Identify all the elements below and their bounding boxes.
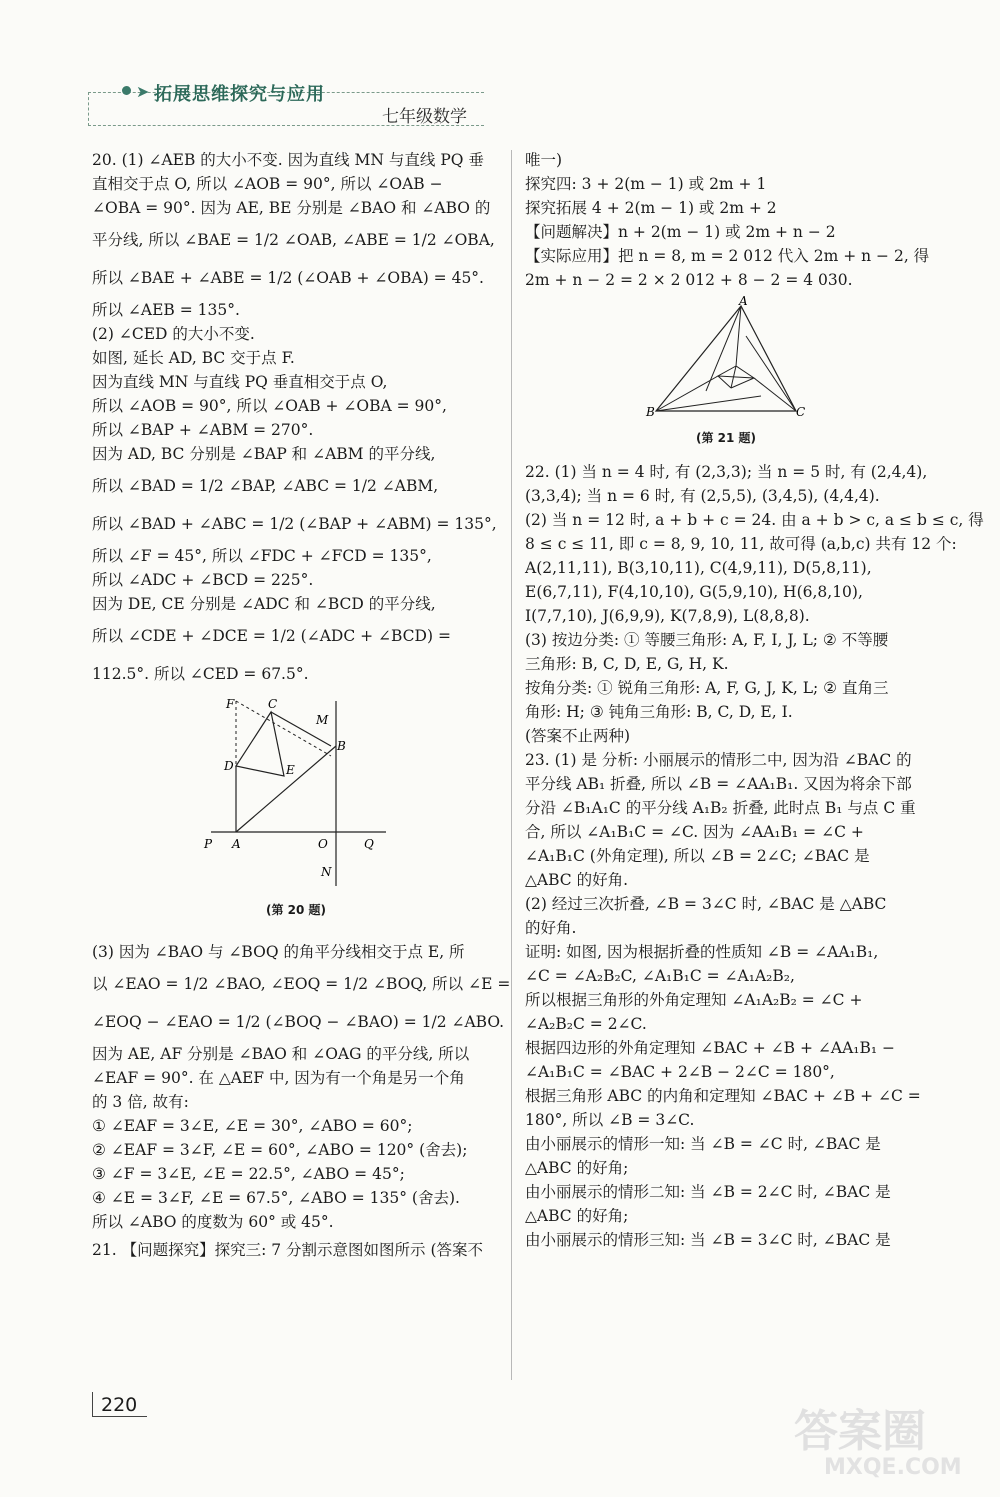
column-divider — [511, 150, 512, 1380]
text-line: 平分线 AB₁ 折叠, 所以 ∠B = ∠AA₁B₁. 又因为将余下部 — [525, 775, 912, 793]
text-line: 20. (1) ∠AEB 的大小不变. 因为直线 MN 与直线 PQ 垂 — [92, 151, 484, 169]
label-n: N — [321, 865, 332, 879]
header-dot-icon — [122, 86, 131, 95]
text-line: 直相交于点 O, 所以 ∠AOB = 90°, 所以 ∠OAB − — [92, 175, 443, 193]
text-line: 合, 所以 ∠A₁B₁C = ∠C. 因为 ∠AA₁B₁ = ∠C + — [525, 823, 864, 841]
text-line: 21. 【问题探究】探究三: 7 分割示意图如图所示 (答案不 — [92, 1241, 483, 1259]
text-line: ④ ∠E = 3∠F, ∠E = 67.5°, ∠ABO = 135° (舍去). — [92, 1189, 460, 1207]
text-line: ∠EAF = 90°. 在 △AEF 中, 因为有一个角是另一个角 — [92, 1069, 465, 1087]
text-line: 所以 ∠AEB = 135°. — [92, 301, 240, 319]
label-a: A — [739, 294, 748, 308]
text-line: ∠A₂B₂C = 2∠C. — [525, 1015, 647, 1033]
text-line: ∠OBA = 90°. 因为 AE, BE 分别是 ∠BAO 和 ∠ABO 的 — [92, 199, 491, 217]
label-c: C — [796, 405, 806, 419]
figure-20 — [196, 696, 396, 896]
text-line: 【实际应用】把 n = 8, m = 2 012 代入 2m + n − 2, 得 — [525, 247, 930, 265]
text-line: 的好角. — [525, 919, 577, 937]
text-line: 23. (1) 是 分析: 小丽展示的情形二中, 因为沿 ∠BAC 的 — [525, 751, 912, 769]
label-e: E — [286, 763, 295, 777]
text-line: 所以 ∠BAP + ∠ABM = 270°. — [92, 421, 314, 439]
text-line: △ABC 的好角; — [525, 1207, 629, 1225]
text-line: 探究拓展 4 + 2(m − 1) 或 2m + 2 — [525, 199, 777, 217]
text-line: △ABC 的好角. — [525, 871, 629, 889]
text-line: 根据四边形的外角定理知 ∠BAC + ∠B + ∠AA₁B₁ − — [525, 1039, 896, 1057]
text-line: 8 ≤ c ≤ 11, 即 c = 8, 9, 10, 11, 故可得 (a,b,c) 共有 12 个: — [525, 535, 957, 553]
grade-subject: 七年级数学 — [382, 107, 467, 127]
figure-21 — [646, 296, 806, 426]
text-line: 2m + n − 2 = 2 × 2 012 + 8 − 2 = 4 030. — [525, 271, 853, 289]
header-arrow-icon: ➤ — [136, 82, 150, 101]
label-b: B — [646, 405, 655, 419]
text-line: E(6,7,11), F(4,10,10), G(5,9,10), H(6,8,10), — [525, 583, 863, 601]
text-line: 的 3 倍, 故有: — [92, 1093, 189, 1111]
text-line: ① ∠EAF = 3∠E, ∠E = 30°, ∠ABO = 60°; — [92, 1117, 413, 1135]
text-line: 根据三角形 ABC 的内角和定理知 ∠BAC + ∠B + ∠C = — [525, 1087, 921, 1105]
text-line: 112.5°. 所以 ∠CED = 67.5°. — [92, 665, 309, 683]
text-line: 因为 DE, CE 分别是 ∠ADC 和 ∠BCD 的平分线, — [92, 595, 436, 613]
text-line: 平分线, 所以 ∠BAE = 1/2 ∠OAB, ∠ABE = 1/2 ∠OBA, — [92, 231, 495, 249]
text-line: (3,3,4); 当 n = 6 时, 有 (2,5,5), (3,4,5), (4,4,4). — [525, 487, 880, 505]
text-line: ③ ∠F = 3∠E, ∠E = 22.5°, ∠ABO = 45°; — [92, 1165, 405, 1183]
label-b: B — [337, 739, 346, 753]
text-line: 所以 ∠BAD = 1/2 ∠BAP, ∠ABC = 1/2 ∠ABM, — [92, 477, 439, 495]
right-column — [525, 148, 984, 1252]
text-line: A(2,11,11), B(3,10,11), C(4,9,11), D(5,8,11), — [525, 559, 872, 577]
text-line: 180°, 所以 ∠B = 3∠C. — [525, 1111, 695, 1129]
text-line: ∠A₁B₁C (外角定理), 所以 ∠B = 2∠C; ∠BAC 是 — [525, 847, 870, 865]
label-p: P — [204, 837, 213, 851]
label-c: C — [268, 697, 278, 711]
label-f: F — [226, 697, 235, 711]
watermark-url: MXQE.COM — [824, 1455, 962, 1480]
watermark — [780, 1395, 980, 1485]
text-line: I(7,7,10), J(6,9,9), K(7,8,9), L(8,8,8). — [525, 607, 810, 625]
label-m: M — [316, 713, 329, 727]
figure-21-caption: (第 21 题) — [695, 431, 757, 445]
text-line: 由小丽展示的情形三知: 当 ∠B = 3∠C 时, ∠BAC 是 — [525, 1231, 891, 1249]
text-line: △ABC 的好角; — [525, 1159, 629, 1177]
text-line: (3) 按边分类: ① 等腰三角形: A, F, I, J, L; ② 不等腰 — [525, 631, 889, 649]
text-line: 如图, 延长 AD, BC 交于点 F. — [92, 349, 295, 367]
text-line: 因为直线 MN 与直线 PQ 垂直相交于点 O, — [92, 373, 388, 391]
text-line: 22. (1) 当 n = 4 时, 有 (2,3,3); 当 n = 5 时, 有 (2,4,4), — [525, 463, 928, 481]
page-number: 220 — [92, 1392, 147, 1417]
text-line: 所以 ∠CDE + ∠DCE = 1/2 (∠ADC + ∠BCD) = — [92, 627, 451, 645]
text-line: 所以 ∠ADC + ∠BCD = 225°. — [92, 571, 314, 589]
text-line: (3) 因为 ∠BAO 与 ∠BOQ 的角平分线相交于点 E, 所 — [92, 943, 465, 961]
text-line: (2) 当 n = 12 时, a + b + c = 24. 由 a + b > c, a ≤ b ≤ c, 得 — [525, 511, 984, 529]
text-line: 所以 ∠BAD + ∠ABC = 1/2 (∠BAP + ∠ABM) = 135°, — [92, 515, 497, 533]
label-d: D — [224, 759, 234, 773]
text-line: ② ∠EAF = 3∠F, ∠E = 60°, ∠ABO = 120° (舍去); — [92, 1141, 468, 1159]
text-line: 因为 AE, AF 分别是 ∠BAO 和 ∠OAG 的平分线, 所以 — [92, 1045, 470, 1063]
text-line: 证明: 如图, 因为根据折叠的性质知 ∠B = ∠AA₁B₁, — [525, 943, 879, 961]
text-line: 由小丽展示的情形一知: 当 ∠B = ∠C 时, ∠BAC 是 — [525, 1135, 881, 1153]
figure-20-caption: (第 20 题) — [265, 903, 327, 917]
running-header — [88, 78, 483, 130]
text-line: 【问题解决】n + 2(m − 1) 或 2m + n − 2 — [525, 223, 836, 241]
text-line: ∠EOQ − ∠EAO = 1/2 (∠BOQ − ∠BAO) = 1/2 ∠ABO. — [92, 1013, 505, 1031]
left-column — [92, 148, 511, 1262]
text-line: 所以 ∠BAE + ∠ABE = 1/2 (∠OAB + ∠OBA) = 45°. — [92, 269, 484, 287]
text-line: 所以 ∠AOB = 90°, 所以 ∠OAB + ∠OBA = 90°, — [92, 397, 447, 415]
watermark-logo: 答案圈 — [794, 1406, 926, 1457]
text-line: 所以 ∠F = 45°, 所以 ∠FDC + ∠FCD = 135°, — [92, 547, 432, 565]
text-line: 按角分类: ① 锐角三角形: A, F, G, J, K, L; ② 直角三 — [525, 679, 889, 697]
series-title: 拓展思维探究与应用 — [154, 84, 325, 105]
text-line: 所以 ∠ABO 的度数为 60° 或 45°. — [92, 1213, 334, 1231]
text-line: 以 ∠EAO = 1/2 ∠BAO, ∠EOQ = 1/2 ∠BOQ, 所以 ∠E = — [92, 975, 511, 993]
text-line: 分沿 ∠B₁A₁C 的平分线 A₁B₂ 折叠, 此时点 B₁ 与点 C 重 — [525, 799, 916, 817]
text-line: 所以根据三角形的外角定理知 ∠A₁A₂B₂ = ∠C + — [525, 991, 863, 1009]
text-line: 由小丽展示的情形二知: 当 ∠B = 2∠C 时, ∠BAC 是 — [525, 1183, 891, 1201]
text-line: 唯一) — [525, 151, 563, 169]
label-o: O — [318, 837, 328, 851]
text-line: 角形: H; ③ 钝角三角形: B, C, D, E, I. — [525, 703, 793, 721]
text-line: (答案不止两种) — [525, 727, 631, 745]
label-q: Q — [364, 837, 374, 851]
text-line: ∠A₁B₁C = ∠BAC + 2∠B − 2∠C = 180°, — [525, 1063, 835, 1081]
label-a: A — [232, 837, 241, 851]
text-line: 因为 AD, BC 分别是 ∠BAP 和 ∠ABM 的平分线, — [92, 445, 436, 463]
text-line: 探究四: 3 + 2(m − 1) 或 2m + 1 — [525, 175, 767, 193]
text-line: (2) ∠CED 的大小不变. — [92, 325, 255, 343]
text-line: 三角形: B, C, D, E, G, H, K. — [525, 655, 729, 673]
text-line: (2) 经过三次折叠, ∠B = 3∠C 时, ∠BAC 是 △ABC — [525, 895, 887, 913]
text-line: ∠C = ∠A₂B₂C, ∠A₁B₁C = ∠A₁A₂B₂, — [525, 967, 795, 985]
